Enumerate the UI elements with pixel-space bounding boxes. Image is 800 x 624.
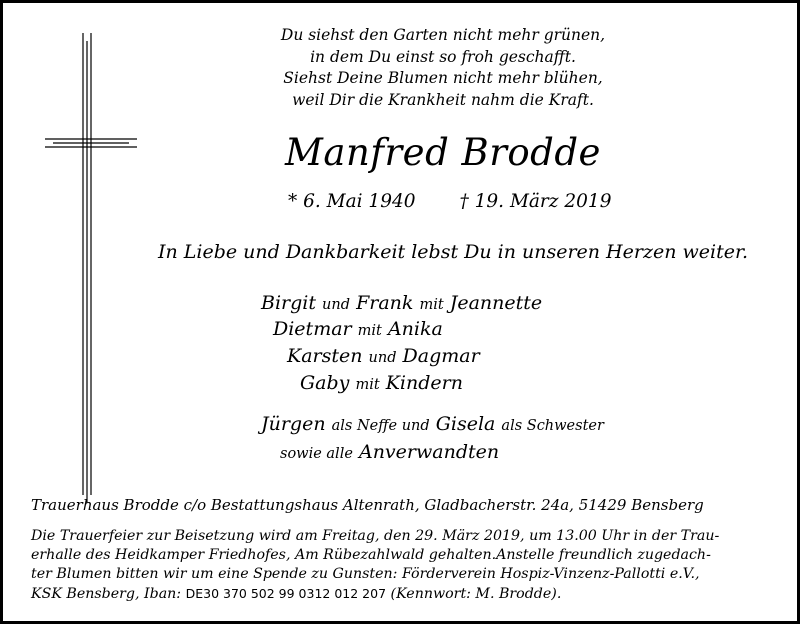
mourner-line bbox=[261, 292, 542, 314]
mourner-name: Anika bbox=[387, 318, 443, 340]
mourner-name: Jeannette bbox=[449, 292, 543, 314]
deceased-name: Manfred Brodde bbox=[285, 131, 601, 174]
mourner-name: Birgit bbox=[261, 292, 316, 314]
notice-line: Die Trauerfeier zur Beisetzung wird am Freitag, den 29. März 2019, um 13.00 Uhr in der Trau- bbox=[31, 528, 720, 544]
mourner-line bbox=[287, 345, 480, 367]
notice-text: KSK Bensberg, Iban: bbox=[31, 586, 182, 602]
connector-word: als Neffe und bbox=[331, 418, 430, 434]
funeral-notice bbox=[31, 527, 719, 603]
cross-icon bbox=[41, 33, 141, 563]
notice-text: (Kennwort: M. Brodde). bbox=[390, 586, 562, 602]
mourner-name: Dagmar bbox=[402, 345, 480, 367]
motto: In Liebe und Dankbarkeit lebst Du in unseren Herzen weiter. bbox=[157, 241, 748, 263]
connector-word: mit bbox=[357, 323, 382, 339]
mourner-line bbox=[300, 372, 463, 394]
poem-line: weil Dir die Krankheit nahm die Kraft. bbox=[292, 90, 594, 109]
mourner-name: Jürgen bbox=[261, 413, 326, 435]
connector-word: und bbox=[368, 350, 397, 366]
mourner-name: Karsten bbox=[287, 345, 363, 367]
death-date: † 19. März 2019 bbox=[459, 191, 612, 212]
connector-word: als Schwester bbox=[501, 418, 604, 434]
mourner-name: Gaby bbox=[300, 372, 350, 394]
mourner-name: Anverwandten bbox=[358, 441, 500, 463]
mourner-name: Kindern bbox=[385, 372, 463, 394]
mourner-line bbox=[273, 318, 443, 340]
mourner-line bbox=[261, 413, 604, 435]
connector-word: sowie alle bbox=[280, 446, 353, 462]
poem-line: Siehst Deine Blumen nicht mehr blühen, bbox=[283, 69, 603, 87]
poem-line: Du siehst den Garten nicht mehr grünen, bbox=[280, 26, 606, 44]
notice-line: erhalle des Heidkamper Friedhofes, Am Rübezahlwald gehalten.Anstelle freundlich zugedach- bbox=[31, 547, 711, 563]
mourner-line bbox=[280, 441, 499, 463]
notice-line bbox=[31, 584, 719, 603]
life-dates bbox=[288, 191, 611, 212]
mourner-name: Frank bbox=[356, 292, 414, 314]
connector-word: mit bbox=[419, 297, 444, 313]
mourner-name: Dietmar bbox=[273, 318, 352, 340]
poem-line: in dem Du einst so froh geschafft. bbox=[310, 47, 576, 66]
mourner-name: Gisela bbox=[435, 413, 496, 435]
birth-date: * 6. Mai 1940 bbox=[288, 191, 416, 212]
connector-word: und bbox=[322, 297, 351, 313]
notice-line: ter Blumen bitten wir um eine Spende zu Gunsten: Förderverein Hospiz-Vinzenz-Pallotti e.V., bbox=[31, 566, 700, 582]
iban-number: DE30 370 502 99 0312 012 207 bbox=[185, 586, 387, 601]
connector-word: mit bbox=[355, 377, 380, 393]
mourning-house-address: Trauerhaus Brodde c/o Bestattungshaus Altenrath, Gladbacherstr. 24a, 51429 Bensberg bbox=[31, 496, 704, 514]
memorial-poem bbox=[163, 25, 723, 111]
